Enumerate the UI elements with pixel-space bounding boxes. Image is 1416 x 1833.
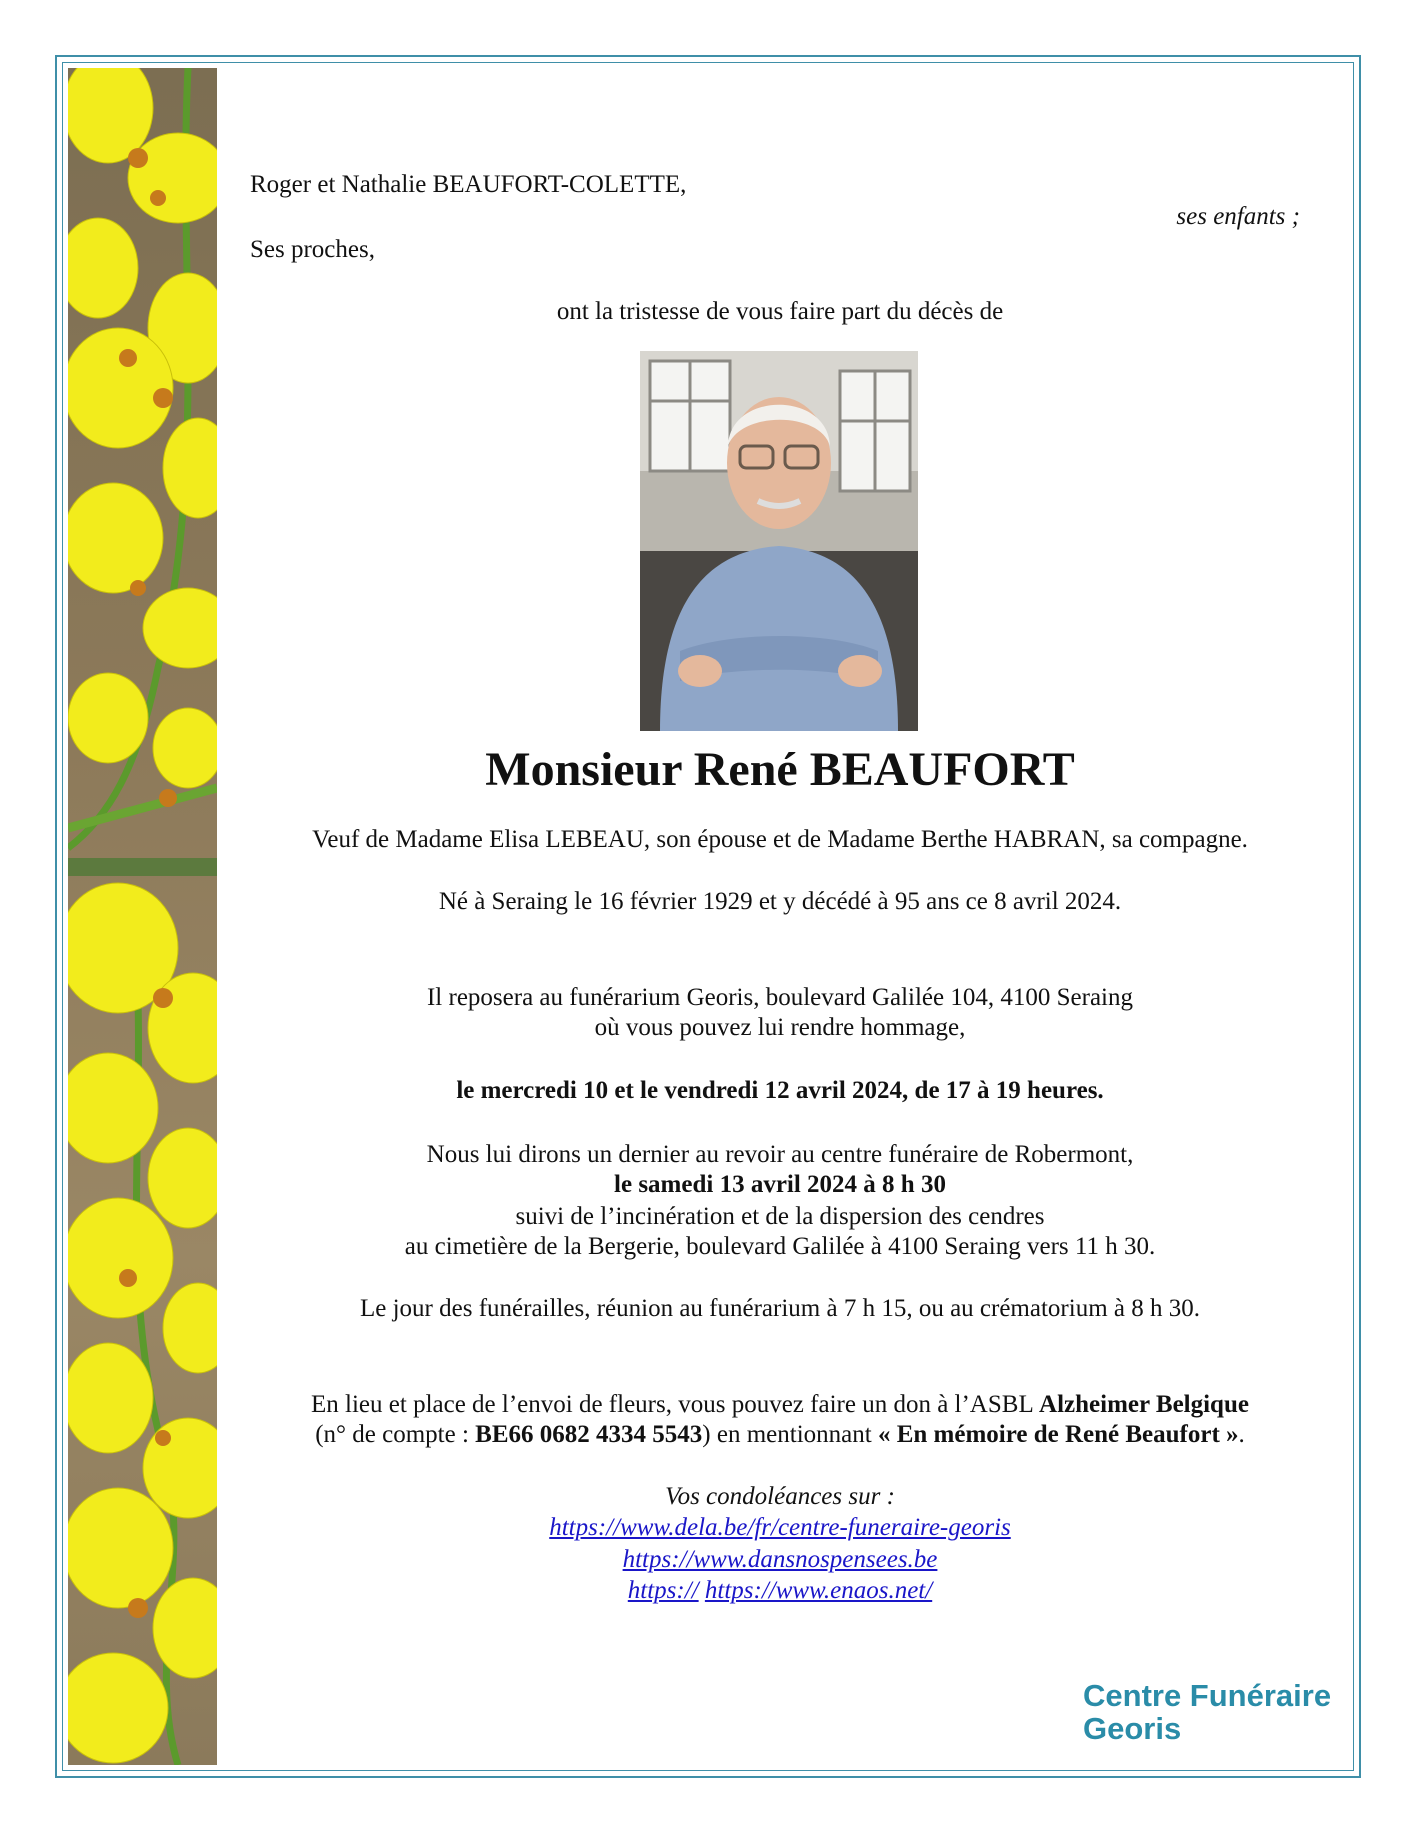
donation-mention: « En mémoire de René Beaufort »: [877, 1421, 1239, 1448]
logo-line-1: Centre Funéraire: [1083, 1678, 1332, 1713]
children-role: ses enfants ;: [1176, 203, 1300, 230]
donation-organization: Alzheimer Belgique: [1039, 1391, 1249, 1418]
condolence-link-dansnospensees[interactable]: https://www.dansnospensees.be: [622, 1546, 938, 1573]
ceremony-line-3: suivi de l’incinération et de la dispersion des cendres: [515, 1203, 1045, 1230]
orchid-decoration: [68, 68, 217, 1765]
condolence-link-enaos[interactable]: https://www.enaos.net/: [704, 1577, 933, 1604]
condolences-label: Vos condoléances sur :: [665, 1483, 895, 1510]
donation-line-1: [230, 1390, 1330, 1420]
donation-suffix: .: [1238, 1421, 1245, 1448]
portrait-photo: [640, 351, 918, 731]
meeting-line: Le jour des funérailles, réunion au funérarium à 7 h 15, ou au crématorium à 8 h 30.: [359, 1295, 1200, 1322]
condolence-link-https[interactable]: https://: [627, 1577, 699, 1604]
deceased-name: Monsieur René BEAUFORT: [485, 743, 1075, 796]
visitation-line-2: où vous pouvez lui rendre hommage,: [594, 1014, 966, 1041]
condolence-link-2-row: [230, 1545, 1330, 1575]
announcement-intro: ont la tristesse de vous faire part du décès de: [556, 298, 1004, 325]
logo-line-2: Georis: [1083, 1711, 1182, 1746]
visitation-dates: le mercredi 10 et le vendredi 12 avril 2024, de 17 à 19 heures.: [456, 1077, 1104, 1104]
ceremony-line-1: Nous lui dirons un dernier au revoir au centre funéraire de Robermont,: [426, 1141, 1134, 1168]
account-prefix: (n° de compte :: [315, 1421, 476, 1448]
widower-line: Veuf de Madame Elisa LEBEAU, son épouse et de Madame Berthe HABRAN, sa compagne.: [312, 826, 1248, 853]
ceremony-line-4: au cimetière de la Bergerie, boulevard Galilée à 4100 Seraing vers 11 h 30.: [404, 1233, 1156, 1260]
portrait-illustration: [640, 351, 918, 731]
condolence-link-1-row: [230, 1513, 1330, 1543]
orchid-illustration: [68, 68, 217, 1765]
birth-death-line: Né à Seraing le 16 février 1929 et y décédé à 95 ans ce 8 avril 2024.: [438, 888, 1122, 915]
relatives-line: Ses proches,: [250, 236, 375, 263]
ceremony-date: le samedi 13 avril 2024 à 8 h 30: [614, 1171, 946, 1198]
visitation-line-1: Il reposera au funérarium Georis, boulevard Galilée 104, 4100 Seraing: [426, 984, 1133, 1011]
account-number: BE66 0682 4334 5543: [475, 1421, 703, 1448]
donation-line-2: [230, 1420, 1330, 1450]
account-middle: ) en mentionnant: [702, 1421, 878, 1448]
condolence-link-dela[interactable]: https://www.dela.be/fr/centre-funeraire-georis: [549, 1514, 1011, 1541]
condolence-link-3-row: [230, 1576, 1330, 1606]
donation-prefix: En lieu et place de l’envoi de fleurs, vous pouvez faire un don à l’ASBL: [311, 1391, 1040, 1418]
funeral-center-logo: [1083, 1679, 1331, 1745]
children-names: Roger et Nathalie BEAUFORT-COLETTE,: [250, 171, 687, 198]
